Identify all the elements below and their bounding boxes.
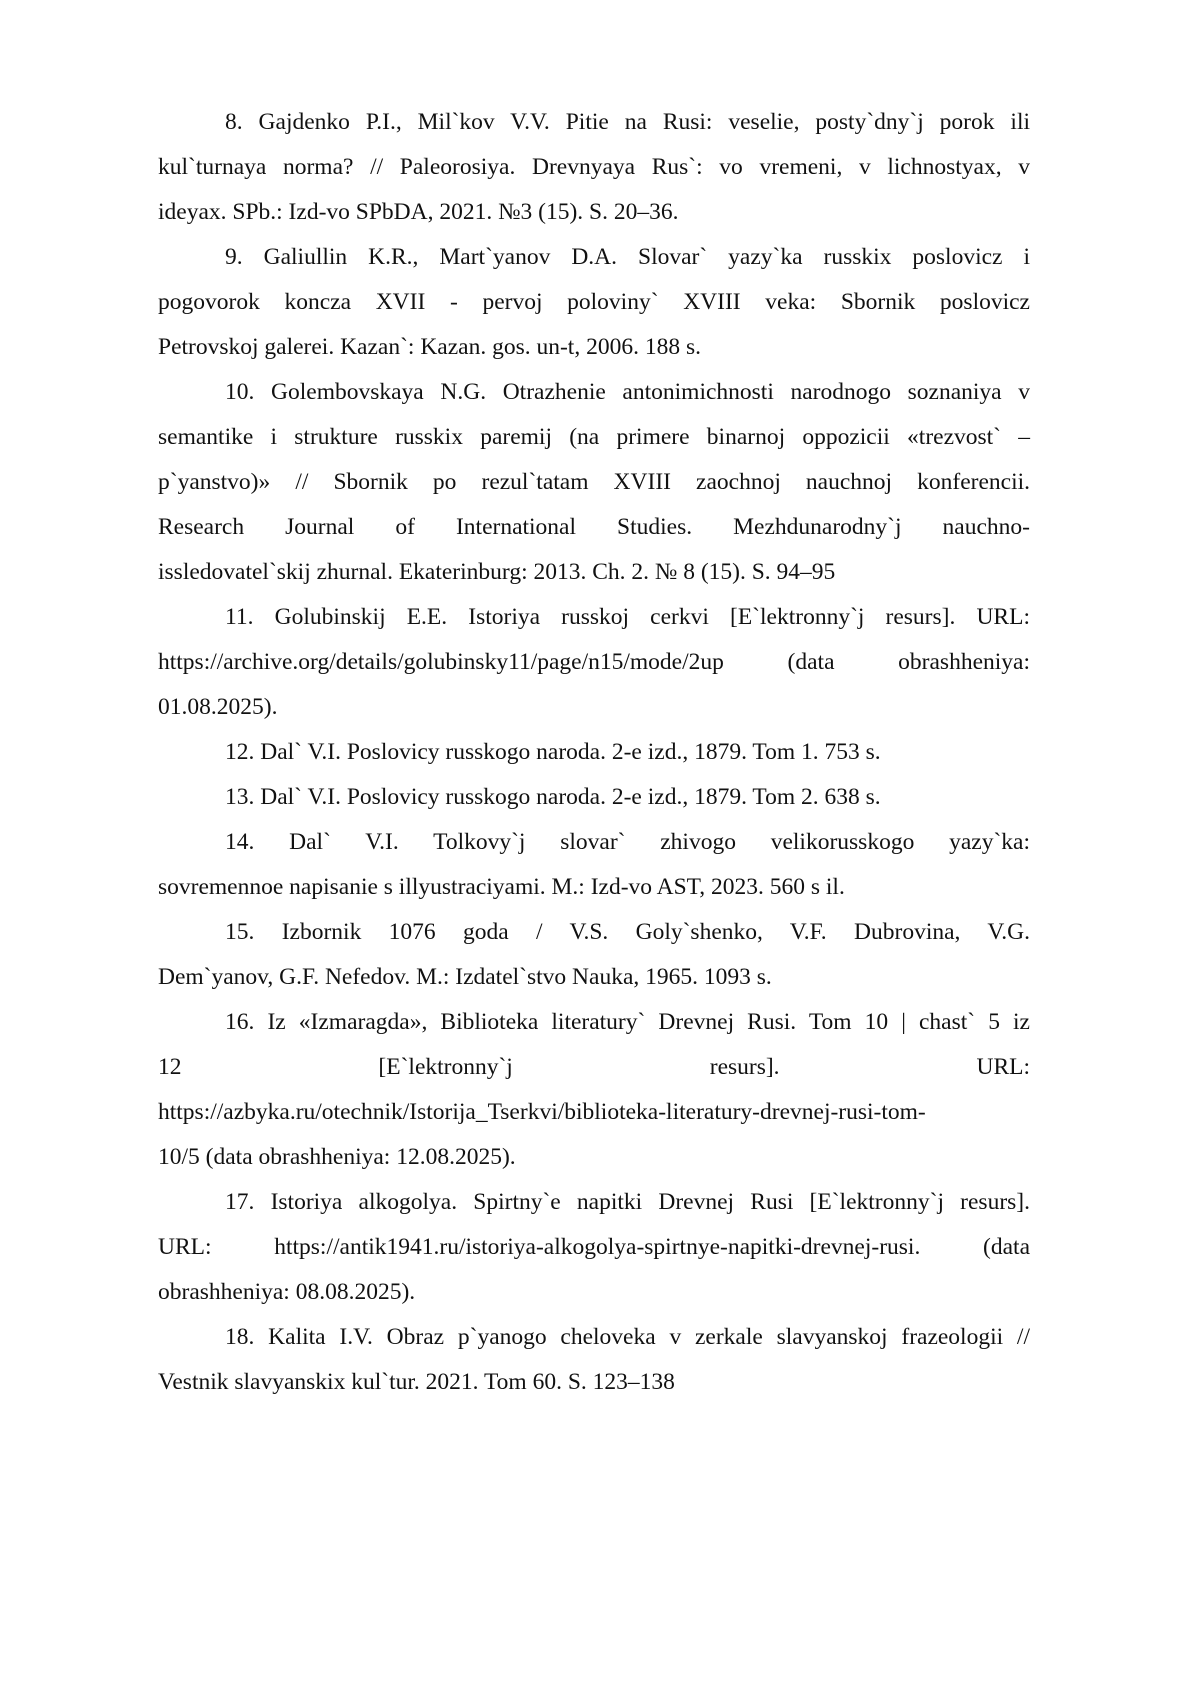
reference-line: 8. Gajdenko P.I., Mil`kov V.V. Pitie na Rusi: veselie, posty`dny`j porok ili bbox=[158, 100, 1030, 145]
reference-line: 10. Golembovskaya N.G. Otrazhenie antonimichnosti narodnogo soznaniya v bbox=[158, 370, 1030, 415]
reference-item bbox=[158, 820, 1030, 910]
reference-item bbox=[158, 235, 1030, 370]
reference-item bbox=[158, 1000, 1030, 1180]
reference-line: 17. Istoriya alkogolya. Spirtny`e napitki Drevnej Rusi [E`lektronny`j resurs]. bbox=[158, 1180, 1030, 1225]
reference-line: 01.08.2025). bbox=[158, 685, 1030, 730]
reference-line: Dem`yanov, G.F. Nefedov. M.: Izdatel`stvo Nauka, 1965. 1093 s. bbox=[158, 955, 1030, 1000]
reference-item bbox=[158, 775, 1030, 820]
reference-line: kul`turnaya norma? // Paleorosiya. Drevnyaya Rus`: vo vremeni, v lichnostyax, v bbox=[158, 145, 1030, 190]
reference-item bbox=[158, 730, 1030, 775]
reference-line: URL: https://antik1941.ru/istoriya-alkogolya-spirtnye-napitki-drevnej-rusi. (data bbox=[158, 1225, 1030, 1270]
reference-line: 18. Kalita I.V. Obraz p`yanogo cheloveka v zerkale slavyanskoj frazeologii // bbox=[158, 1315, 1030, 1360]
reference-item bbox=[158, 100, 1030, 235]
reference-line: 10/5 (data obrashheniya: 12.08.2025). bbox=[158, 1135, 1030, 1180]
reference-line: ideyax. SPb.: Izd-vo SPbDA, 2021. №3 (15). S. 20–36. bbox=[158, 190, 1030, 235]
reference-line: semantike i strukture russkix paremij (na primere binarnoj oppozicii «trezvost` – bbox=[158, 415, 1030, 460]
reference-line: pogovorok koncza XVII - pervoj poloviny` XVIII veka: Sbornik poslovicz bbox=[158, 280, 1030, 325]
reference-line: 14. Dal` V.I. Tolkovy`j slovar` zhivogo velikorusskogo yazy`ka: bbox=[158, 820, 1030, 865]
reference-item bbox=[158, 910, 1030, 1000]
reference-line: sovremennoe napisanie s illyustraciyami. M.: Izd-vo AST, 2023. 560 s il. bbox=[158, 865, 1030, 910]
reference-line: 12 [E`lektronny`j resurs]. URL: bbox=[158, 1045, 1030, 1090]
reference-line: p`yanstvo)» // Sbornik po rezul`tatam XVIII zaochnoj nauchnoj konferencii. bbox=[158, 460, 1030, 505]
reference-line: Research Journal of International Studies. Mezhdunarodny`j nauchno- bbox=[158, 505, 1030, 550]
reference-line: 13. Dal` V.I. Poslovicy russkogo naroda. 2-e izd., 1879. Tom 2. 638 s. bbox=[158, 775, 1030, 820]
reference-item bbox=[158, 595, 1030, 730]
reference-item bbox=[158, 1180, 1030, 1315]
reference-line: 15. Izbornik 1076 goda / V.S. Goly`shenko, V.F. Dubrovina, V.G. bbox=[158, 910, 1030, 955]
reference-line: https://archive.org/details/golubinsky11/page/n15/mode/2up (data obrashheniya: bbox=[158, 640, 1030, 685]
reference-item bbox=[158, 370, 1030, 595]
reference-line: issledovatel`skij zhurnal. Ekaterinburg: 2013. Ch. 2. № 8 (15). S. 94–95 bbox=[158, 550, 1030, 595]
reference-list bbox=[158, 100, 1030, 1405]
reference-line: Petrovskoj galerei. Kazan`: Kazan. gos. un-t, 2006. 188 s. bbox=[158, 325, 1030, 370]
reference-line: https://azbyka.ru/otechnik/Istorija_Tserkvi/biblioteka-literatury-drevnej-rusi-tom- bbox=[158, 1090, 1030, 1135]
reference-line: 11. Golubinskij E.E. Istoriya russkoj cerkvi [E`lektronny`j resurs]. URL: bbox=[158, 595, 1030, 640]
reference-line: Vestnik slavyanskix kul`tur. 2021. Tom 60. S. 123–138 bbox=[158, 1360, 1030, 1405]
reference-line: obrashheniya: 08.08.2025). bbox=[158, 1270, 1030, 1315]
reference-line: 16. Iz «Izmaragda», Biblioteka literatury` Drevnej Rusi. Tom 10 | chast` 5 iz bbox=[158, 1000, 1030, 1045]
reference-item bbox=[158, 1315, 1030, 1405]
reference-line: 9. Galiullin K.R., Mart`yanov D.A. Slovar` yazy`ka russkix poslovicz i bbox=[158, 235, 1030, 280]
reference-line: 12. Dal` V.I. Poslovicy russkogo naroda. 2-e izd., 1879. Tom 1. 753 s. bbox=[158, 730, 1030, 775]
